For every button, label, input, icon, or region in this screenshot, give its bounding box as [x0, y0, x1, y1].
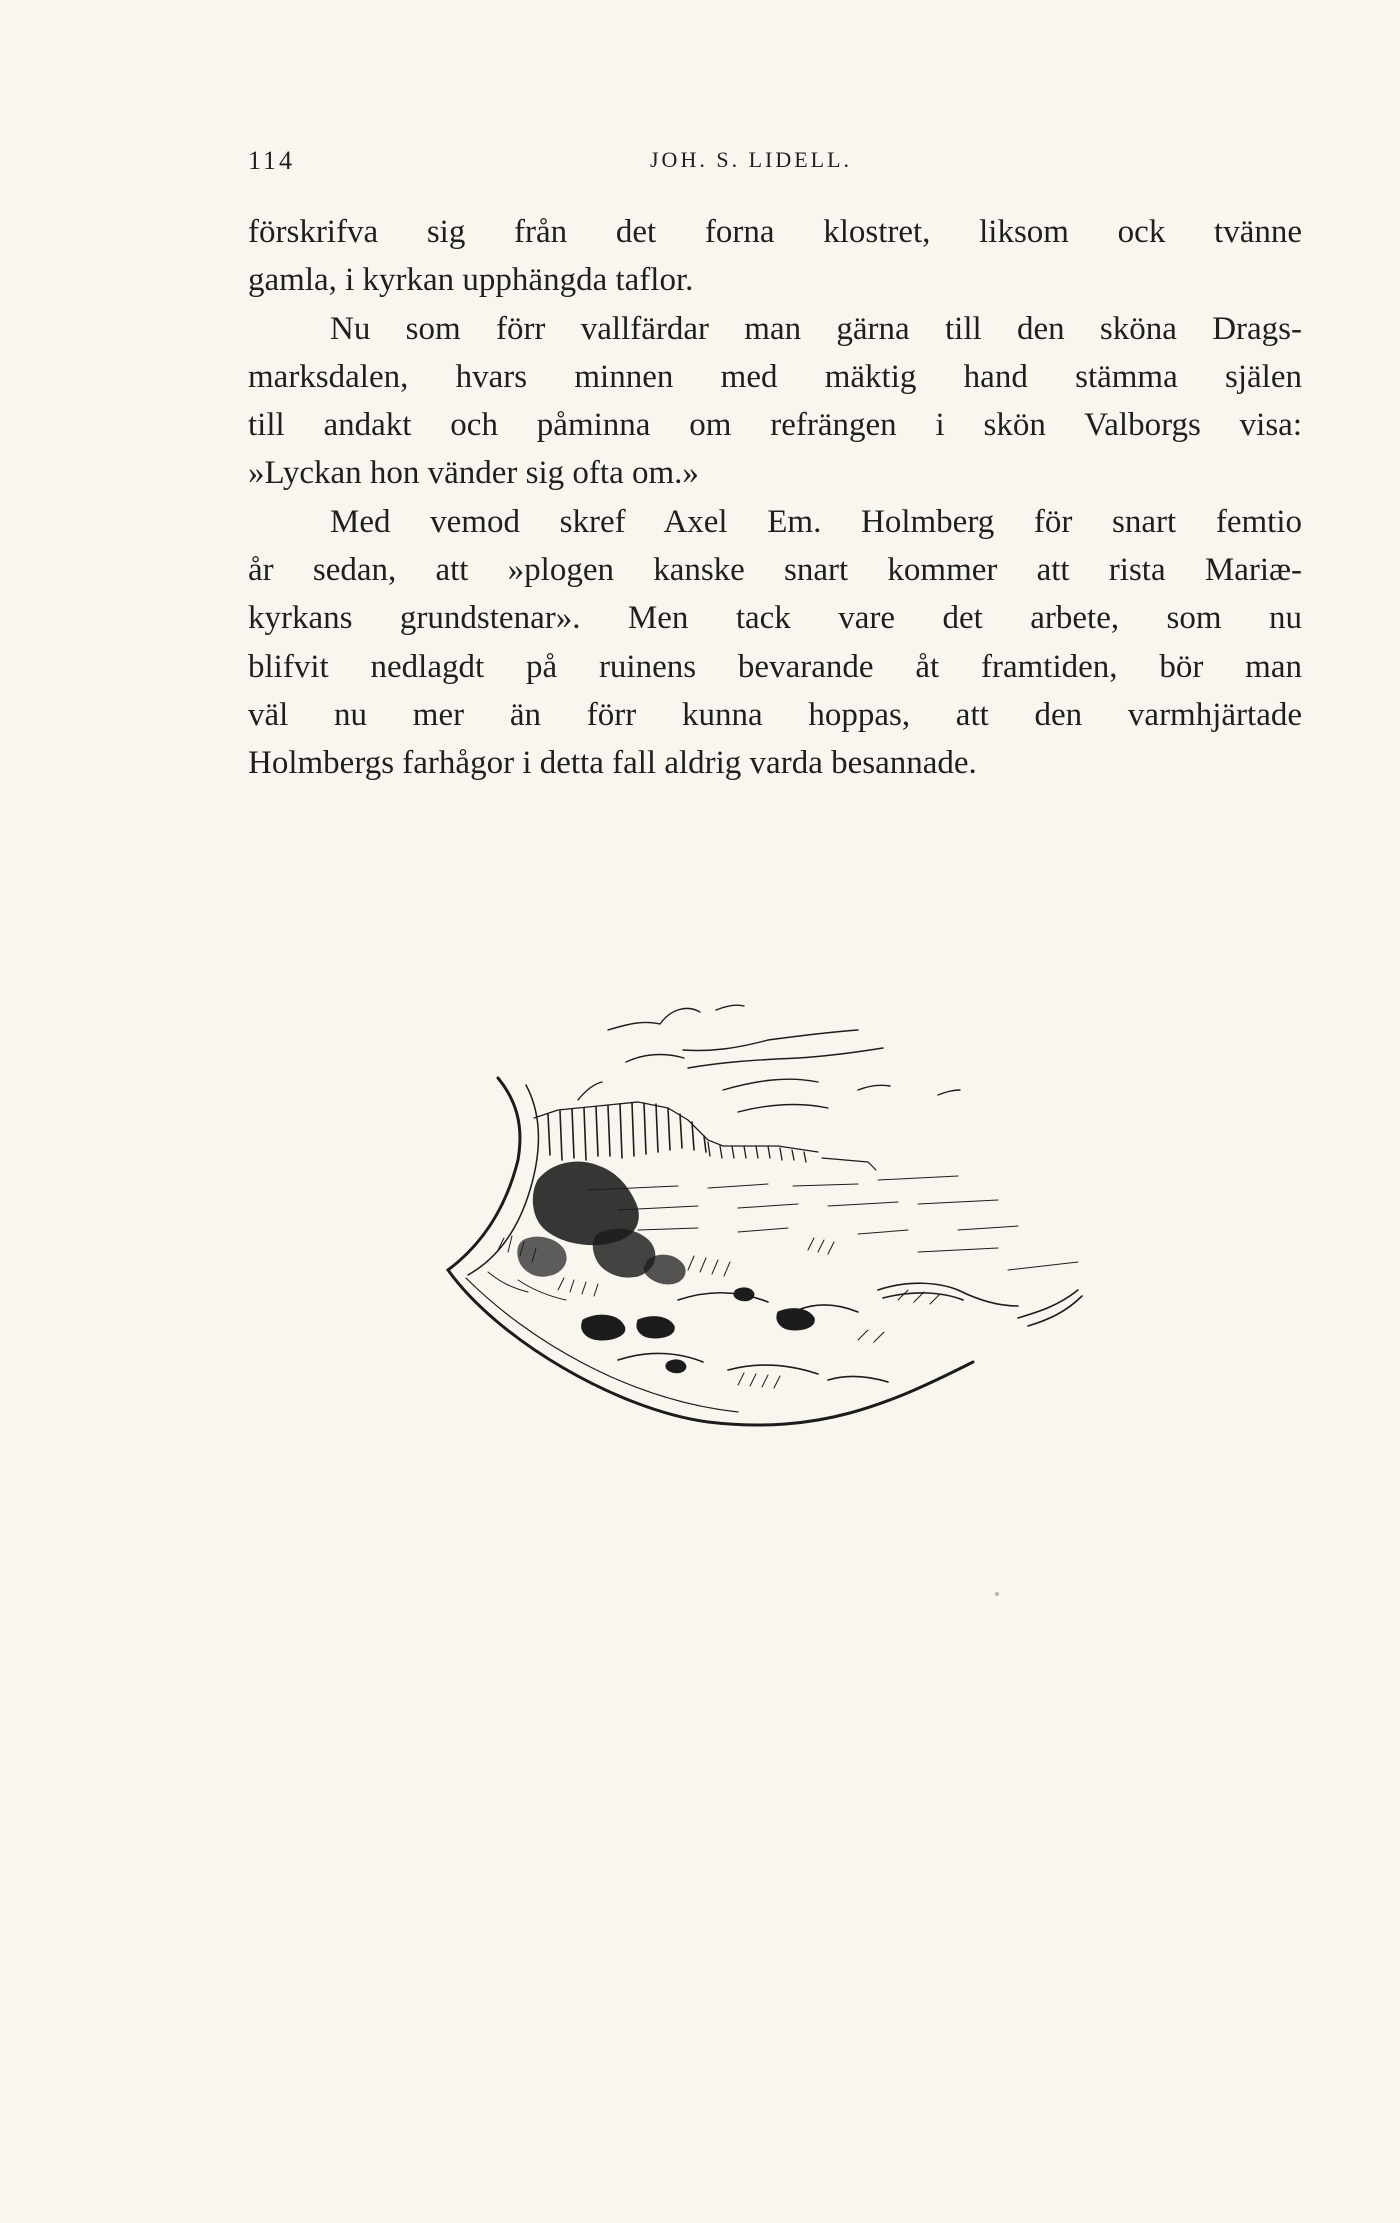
running-head	[248, 146, 1298, 180]
running-title: JOH. S. LIDELL.	[650, 147, 853, 172]
shore-rocks	[518, 1162, 815, 1373]
text-line: Holmbergs farhågor i detta fall aldrig varda besannade.	[248, 745, 977, 782]
page-number: 114	[248, 146, 296, 175]
text-line: gamla, i kyrkan upphängda taflor.	[248, 262, 694, 299]
text-line: till andakt och påminna om refrängen i skön Valborgs visa:	[248, 407, 1302, 444]
text-line: blifvit nedlagdt på ruinens bevarande åt framtiden, bör man	[248, 648, 1302, 685]
cliff-headland	[534, 1102, 876, 1170]
text-line: kyrkans grundstenar». Men tack vare det arbete, som nu	[248, 600, 1302, 637]
body-text	[248, 208, 1302, 788]
waves	[618, 1283, 1082, 1382]
text-line: Med vemod skref Axel Em. Holmberg för snart femtio	[330, 503, 1302, 540]
text-line: år sedan, att »plogen kanske snart kommer att rista Mariæ-	[248, 552, 1302, 589]
text-line: väl nu mer än förr kunna hoppas, att den varmhjärtade	[248, 696, 1302, 733]
coastal-vignette-illustration	[438, 990, 1108, 1440]
text-line: marksdalen, hvars minnen med mäktig hand stämma själen	[248, 358, 1302, 395]
text-line: Nu som förr vallfärdar man gärna till den sköna Drags-	[330, 310, 1302, 347]
text-line: förskrifva sig från det forna klostret, liksom ock tvänne	[248, 214, 1302, 250]
text-line: »Lyckan hon vänder sig ofta om.»	[248, 455, 699, 492]
clouds	[578, 1005, 960, 1112]
paper-speck	[995, 1592, 999, 1596]
